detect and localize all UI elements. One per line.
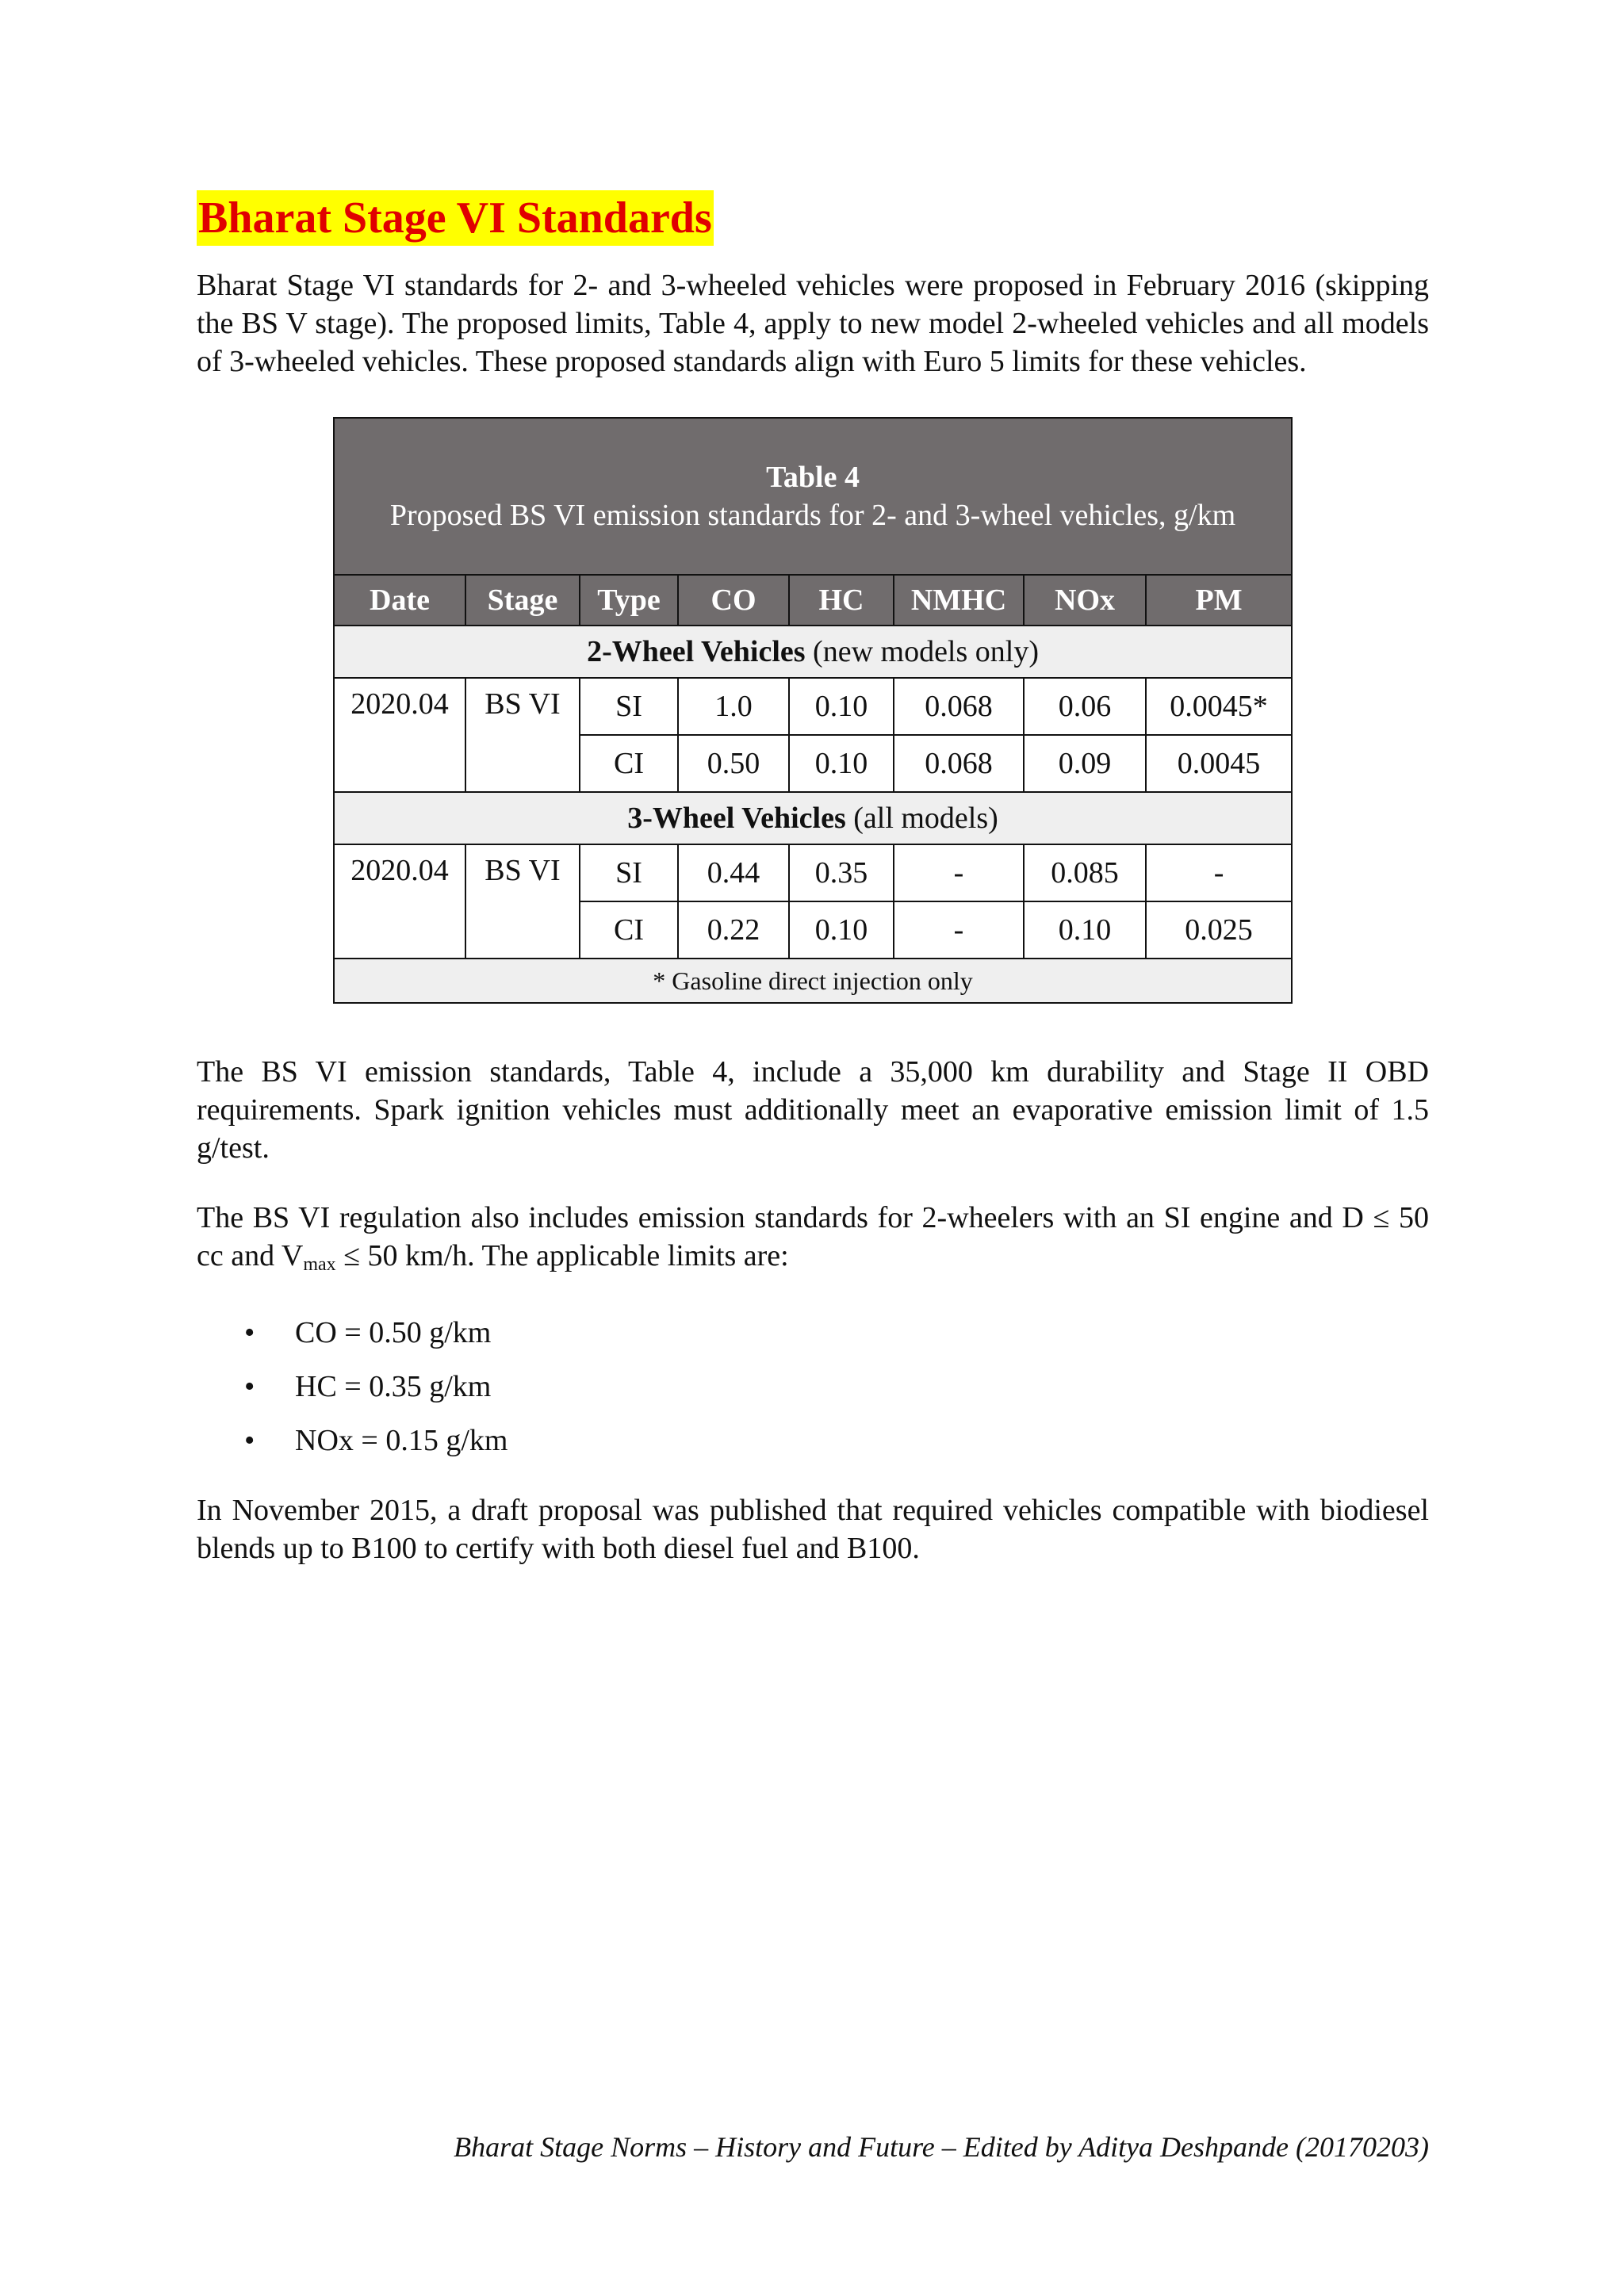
limits-list <box>197 1314 1429 1460</box>
section-row-3-wheel <box>334 792 1292 844</box>
section-label-rest: (new models only) <box>805 635 1039 668</box>
small-2w-text-before: The BS VI regulation also includes emission standards for 2-wheelers with an SI engine and D ≤ 50 cc and V <box>197 1201 1429 1272</box>
cell-pm: 0.0045 <box>1146 735 1292 792</box>
column-header-pm: PM <box>1146 575 1292 626</box>
cell-stage: BS VI <box>465 678 580 792</box>
cell-hc: 0.35 <box>789 844 894 901</box>
table-header-row <box>334 575 1292 626</box>
small-2-wheeler-paragraph <box>197 1199 1429 1284</box>
column-header-stage: Stage <box>465 575 580 626</box>
column-header-co: CO <box>678 575 789 626</box>
limit-text: CO = 0.50 g/km <box>295 1316 492 1349</box>
cell-type: SI <box>580 678 678 735</box>
cell-pm: 0.0045* <box>1146 678 1292 735</box>
bullet-icon: • <box>244 1370 255 1403</box>
section-label <box>334 792 1292 844</box>
table-row <box>334 678 1292 735</box>
bullet-icon: • <box>244 1424 255 1457</box>
list-item <box>197 1422 1429 1460</box>
column-header-nmhc: NMHC <box>894 575 1024 626</box>
table-footnote: * Gasoline direct injection only <box>334 959 1292 1003</box>
bullet-icon: • <box>244 1316 255 1349</box>
cell-co: 1.0 <box>678 678 789 735</box>
cell-nox: 0.09 <box>1024 735 1146 792</box>
table-footnote-row <box>334 959 1292 1003</box>
column-header-nox: NOx <box>1024 575 1146 626</box>
cell-nox: 0.06 <box>1024 678 1146 735</box>
section-heading: Bharat Stage VI Standards <box>197 190 714 246</box>
cell-type: CI <box>580 901 678 959</box>
cell-co: 0.50 <box>678 735 789 792</box>
cell-co: 0.22 <box>678 901 789 959</box>
section-label-rest: (all models) <box>845 802 998 835</box>
intro-paragraph: Bharat Stage VI standards for 2- and 3-wheeled vehicles were proposed in February 2016 (skipping the BS V stage). The proposed limits, Table 4, apply to new model 2-wheeled vehicles and all models of 3-wheeled vehicles. These proposed standards align with Euro 5 limits for these vehicles. <box>197 269 1429 378</box>
cell-date: 2020.04 <box>334 844 465 959</box>
list-item <box>197 1314 1429 1352</box>
column-header-type: Type <box>580 575 678 626</box>
small-2w-text-after: ≤ 50 km/h. The applicable limits are: <box>335 1239 789 1272</box>
cell-type: CI <box>580 735 678 792</box>
cell-hc: 0.10 <box>789 678 894 735</box>
emission-standards-table <box>333 417 1293 1004</box>
cell-stage: BS VI <box>465 844 580 959</box>
cell-co: 0.44 <box>678 844 789 901</box>
column-header-date: Date <box>334 575 465 626</box>
section-label-bold: 2-Wheel Vehicles <box>587 635 806 668</box>
cell-pm: - <box>1146 844 1292 901</box>
cell-type: SI <box>580 844 678 901</box>
cell-nmhc: - <box>894 901 1024 959</box>
table-caption <box>334 418 1292 575</box>
emission-table-container <box>333 417 1291 1004</box>
vmax-subscript: max <box>303 1254 336 1275</box>
column-header-hc: HC <box>789 575 894 626</box>
cell-nox: 0.085 <box>1024 844 1146 901</box>
table-caption-row <box>334 418 1292 575</box>
cell-nmhc: 0.068 <box>894 678 1024 735</box>
list-item <box>197 1368 1429 1406</box>
section-label-bold: 3-Wheel Vehicles <box>627 802 846 835</box>
cell-hc: 0.10 <box>789 735 894 792</box>
cell-date: 2020.04 <box>334 678 465 792</box>
limit-text: NOx = 0.15 g/km <box>295 1424 508 1457</box>
document-page <box>197 190 1429 1567</box>
cell-nmhc: 0.068 <box>894 735 1024 792</box>
limit-text: HC = 0.35 g/km <box>295 1370 492 1403</box>
cell-hc: 0.10 <box>789 901 894 959</box>
table-title: Table 4 <box>766 461 860 494</box>
cell-nmhc: - <box>894 844 1024 901</box>
section-label <box>334 626 1292 678</box>
cell-pm: 0.025 <box>1146 901 1292 959</box>
page-footer: Bharat Stage Norms – History and Future – Edited by Aditya Deshpande (20170203) <box>454 2131 1429 2163</box>
biodiesel-paragraph: In November 2015, a draft proposal was published that required vehicles compatible with biodiesel blends up to B100 to certify with both diesel fuel and B100. <box>197 1494 1429 1565</box>
table-subtitle: Proposed BS VI emission standards for 2- and 3-wheel vehicles, g/km <box>389 499 1236 532</box>
durability-paragraph: The BS VI emission standards, Table 4, include a 35,000 km durability and Stage II OBD requirements. Spark ignition vehicles must additionally meet an evaporative emission limit of 1.5 g/test. <box>197 1055 1429 1165</box>
cell-nox: 0.10 <box>1024 901 1146 959</box>
table-row <box>334 844 1292 901</box>
section-row-2-wheel <box>334 626 1292 678</box>
